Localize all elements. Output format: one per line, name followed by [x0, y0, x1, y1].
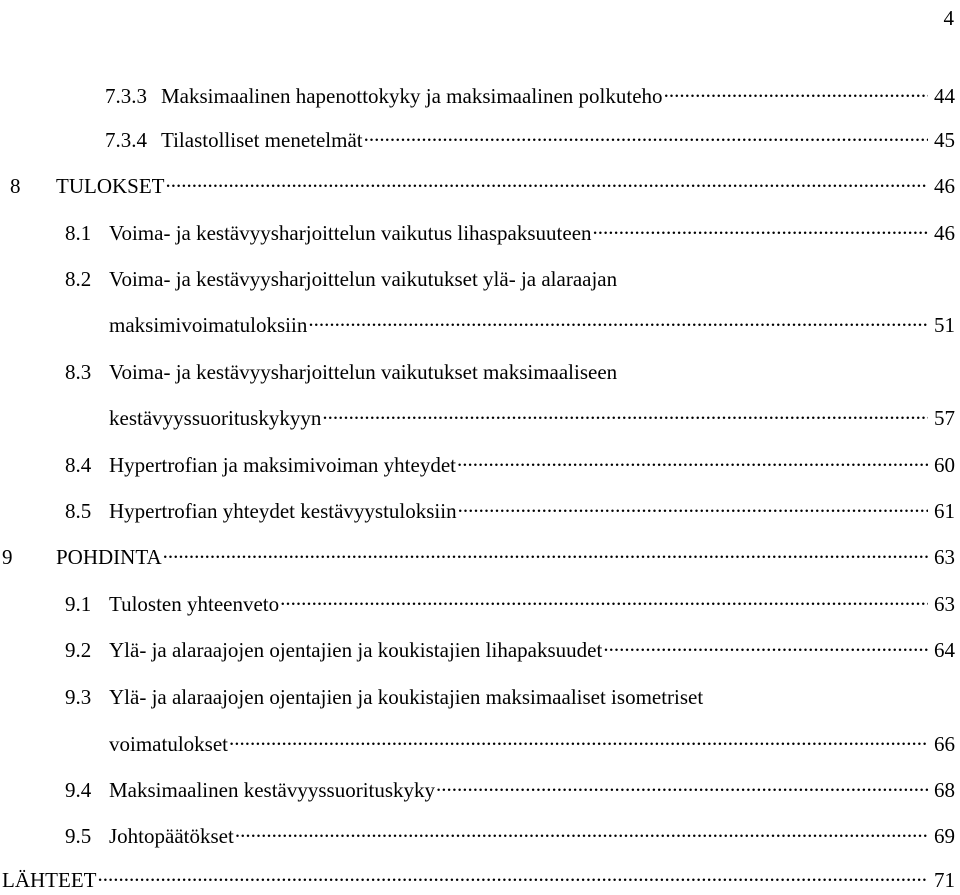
toc-page: 57 — [934, 406, 955, 430]
toc-entry-first-line[interactable] — [65, 265, 617, 293]
toc-page: 63 — [934, 545, 955, 569]
toc-leader-dots — [322, 405, 928, 425]
toc-number: 9.2 — [65, 638, 92, 662]
toc-leader-dots — [436, 777, 928, 797]
toc-leader-dots — [457, 452, 928, 472]
toc-leader-dots — [166, 173, 929, 193]
toc-title-continued: voimatulokset — [109, 732, 228, 756]
toc-title: Ylä- ja alaraajojen ojentajien ja koukistajien lihapaksuudet — [109, 638, 603, 662]
toc-entry[interactable] — [2, 866, 955, 894]
toc-title: LÄHTEET — [2, 868, 97, 892]
toc-entry[interactable] — [109, 730, 955, 758]
toc-entry[interactable] — [105, 82, 955, 110]
toc-entry-first-line[interactable] — [65, 683, 703, 711]
toc-title: Ylä- ja alaraajojen ojentajien ja koukistajien maksimaaliset isometriset — [109, 685, 704, 709]
toc-title: Hypertrofian yhteydet kestävyystuloksiin — [109, 499, 457, 523]
toc-page: 60 — [934, 453, 955, 477]
toc-title: Voima- ja kestävyysharjoittelun vaikutus lihaspaksuuteen — [109, 221, 592, 245]
toc-entry[interactable] — [65, 822, 955, 850]
toc-number: 9.1 — [65, 592, 92, 616]
toc-title: POHDINTA — [56, 545, 162, 569]
toc-leader-dots — [163, 544, 928, 564]
toc-entry[interactable] — [105, 126, 955, 154]
toc-leader-dots — [235, 823, 928, 843]
toc-page: 51 — [934, 313, 955, 337]
toc-leader-dots — [593, 220, 928, 240]
toc-page: 66 — [934, 732, 955, 756]
toc-number: 9.4 — [65, 778, 92, 802]
toc-leader-dots — [458, 498, 928, 518]
toc-leader-dots — [364, 127, 928, 147]
toc-number: 9.3 — [65, 685, 92, 709]
toc-number: 8.1 — [65, 221, 92, 245]
toc-page: 46 — [934, 174, 955, 198]
toc-entry[interactable] — [2, 543, 955, 571]
toc-title: Maksimaalinen hapenottokyky ja maksimaalinen polkuteho — [161, 84, 663, 108]
page-number: 4 — [943, 6, 954, 30]
toc-title: Tilastolliset menetelmät — [161, 128, 363, 152]
toc-title: Johtopäätökset — [109, 824, 234, 848]
toc-leader-dots — [308, 312, 928, 332]
toc-title: Voima- ja kestävyysharjoittelun vaikutukset maksimaaliseen — [109, 360, 618, 384]
toc-entry[interactable] — [109, 311, 955, 339]
toc-title: TULOKSET — [56, 174, 165, 198]
toc-page: 71 — [934, 868, 955, 892]
toc-leader-dots — [229, 731, 928, 751]
toc-title: Maksimaalinen kestävyyssuorituskyky — [109, 778, 436, 802]
toc-title: Hypertrofian ja maksimivoiman yhteydet — [109, 453, 456, 477]
toc-entry[interactable] — [65, 590, 955, 618]
toc-page: 45 — [934, 128, 955, 152]
toc-title: Voima- ja kestävyysharjoittelun vaikutukset ylä- ja alaraajan — [109, 267, 618, 291]
toc-entry[interactable] — [65, 497, 955, 525]
toc-entry[interactable] — [109, 404, 955, 432]
toc-page: 69 — [934, 824, 955, 848]
toc-number: 9 — [2, 545, 13, 569]
toc-number: 8 — [10, 174, 21, 198]
toc-entry[interactable] — [65, 451, 955, 479]
toc-number: 8.5 — [65, 499, 92, 523]
toc-title-continued: maksimivoimatuloksiin — [109, 313, 308, 337]
toc-entry[interactable] — [65, 636, 955, 664]
toc-number: 8.3 — [65, 360, 92, 384]
toc-page: 44 — [934, 84, 955, 108]
toc-page: 63 — [934, 592, 955, 616]
toc-leader-dots — [280, 591, 928, 611]
toc-number: 9.5 — [65, 824, 92, 848]
toc-leader-dots — [664, 83, 928, 103]
toc-page: 64 — [934, 638, 955, 662]
toc-page: 68 — [934, 778, 955, 802]
toc-entry[interactable] — [10, 172, 955, 200]
toc-page: 46 — [934, 221, 955, 245]
toc-page: 61 — [934, 499, 955, 523]
toc-number: 7.3.4 — [105, 128, 147, 152]
toc-leader-dots — [603, 637, 928, 657]
toc-title: Tulosten yhteenveto — [109, 592, 280, 616]
toc-number: 8.4 — [65, 453, 92, 477]
toc-title-continued: kestävyyssuorituskykyyn — [109, 406, 322, 430]
toc-number: 7.3.3 — [105, 84, 147, 108]
toc-entry[interactable] — [65, 776, 955, 804]
toc-number: 8.2 — [65, 267, 92, 291]
toc-entry[interactable] — [65, 219, 955, 247]
toc-leader-dots — [97, 867, 928, 887]
toc-entry-first-line[interactable] — [65, 358, 617, 386]
